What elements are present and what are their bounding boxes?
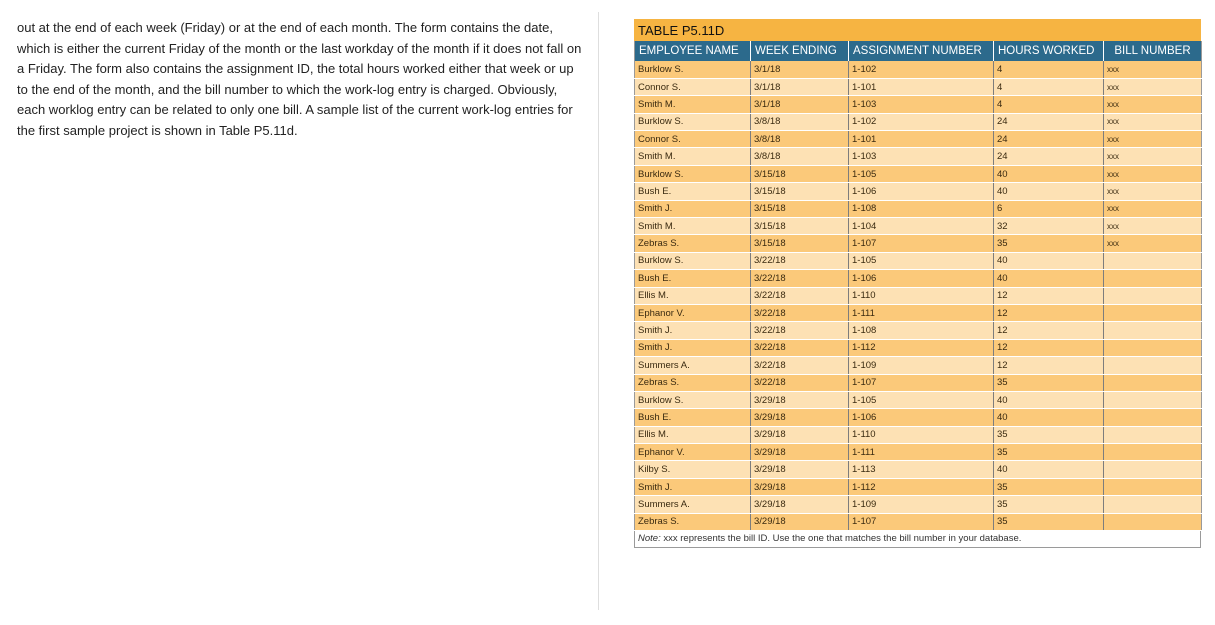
cell-hours-worked: 40 bbox=[994, 183, 1104, 200]
cell-hours-worked: 24 bbox=[994, 131, 1104, 148]
cell-hours-worked: 35 bbox=[994, 426, 1104, 443]
cell-employee-name: Burklow S. bbox=[635, 391, 751, 408]
cell-assignment-number: 1-108 bbox=[849, 322, 994, 339]
table-title: TABLE P5.11D bbox=[634, 19, 1201, 41]
cell-employee-name: Smith J. bbox=[635, 322, 751, 339]
header-bill-number: BILL NUMBER bbox=[1104, 41, 1202, 61]
table-row bbox=[635, 391, 1202, 408]
cell-bill-number: xxx bbox=[1104, 200, 1202, 217]
table-note bbox=[634, 531, 1201, 548]
cell-bill-number: xxx bbox=[1104, 61, 1202, 78]
table-row bbox=[635, 113, 1202, 130]
cell-employee-name: Burklow S. bbox=[635, 165, 751, 182]
cell-hours-worked: 35 bbox=[994, 496, 1104, 513]
cell-hours-worked: 40 bbox=[994, 165, 1104, 182]
table-row bbox=[635, 426, 1202, 443]
cell-week-ending: 3/15/18 bbox=[751, 165, 849, 182]
cell-week-ending: 3/29/18 bbox=[751, 444, 849, 461]
cell-assignment-number: 1-111 bbox=[849, 444, 994, 461]
cell-assignment-number: 1-106 bbox=[849, 183, 994, 200]
table-row bbox=[635, 61, 1202, 78]
cell-assignment-number: 1-101 bbox=[849, 131, 994, 148]
cell-assignment-number: 1-107 bbox=[849, 235, 994, 252]
table-row bbox=[635, 183, 1202, 200]
cell-employee-name: Bush E. bbox=[635, 270, 751, 287]
cell-assignment-number: 1-109 bbox=[849, 357, 994, 374]
cell-bill-number: xxx bbox=[1104, 113, 1202, 130]
cell-employee-name: Kilby S. bbox=[635, 461, 751, 478]
table-row bbox=[635, 287, 1202, 304]
cell-hours-worked: 40 bbox=[994, 461, 1104, 478]
table-row bbox=[635, 165, 1202, 182]
cell-bill-number bbox=[1104, 496, 1202, 513]
cell-hours-worked: 12 bbox=[994, 339, 1104, 356]
table-row bbox=[635, 148, 1202, 165]
page-divider bbox=[598, 12, 599, 610]
cell-hours-worked: 24 bbox=[994, 148, 1104, 165]
cell-hours-worked: 40 bbox=[994, 391, 1104, 408]
cell-assignment-number: 1-105 bbox=[849, 391, 994, 408]
cell-week-ending: 3/22/18 bbox=[751, 374, 849, 391]
cell-hours-worked: 24 bbox=[994, 113, 1104, 130]
header-hours-worked: HOURS WORKED bbox=[994, 41, 1104, 61]
cell-bill-number: xxx bbox=[1104, 96, 1202, 113]
cell-bill-number: xxx bbox=[1104, 183, 1202, 200]
table-p5-11d bbox=[634, 19, 1201, 548]
cell-assignment-number: 1-110 bbox=[849, 287, 994, 304]
cell-bill-number bbox=[1104, 339, 1202, 356]
cell-hours-worked: 12 bbox=[994, 304, 1104, 321]
cell-employee-name: Smith M. bbox=[635, 148, 751, 165]
table-row bbox=[635, 252, 1202, 269]
cell-bill-number bbox=[1104, 304, 1202, 321]
cell-employee-name: Connor S. bbox=[635, 78, 751, 95]
cell-employee-name: Bush E. bbox=[635, 183, 751, 200]
cell-bill-number bbox=[1104, 357, 1202, 374]
table-row bbox=[635, 200, 1202, 217]
cell-assignment-number: 1-110 bbox=[849, 426, 994, 443]
cell-week-ending: 3/22/18 bbox=[751, 287, 849, 304]
cell-bill-number bbox=[1104, 391, 1202, 408]
cell-assignment-number: 1-102 bbox=[849, 113, 994, 130]
table-row bbox=[635, 218, 1202, 235]
table-row bbox=[635, 322, 1202, 339]
cell-week-ending: 3/22/18 bbox=[751, 252, 849, 269]
cell-hours-worked: 4 bbox=[994, 61, 1104, 78]
cell-assignment-number: 1-107 bbox=[849, 513, 994, 530]
cell-hours-worked: 6 bbox=[994, 200, 1104, 217]
cell-bill-number: xxx bbox=[1104, 131, 1202, 148]
cell-hours-worked: 32 bbox=[994, 218, 1104, 235]
cell-assignment-number: 1-112 bbox=[849, 478, 994, 495]
cell-employee-name: Zebras S. bbox=[635, 235, 751, 252]
cell-week-ending: 3/15/18 bbox=[751, 200, 849, 217]
cell-assignment-number: 1-104 bbox=[849, 218, 994, 235]
cell-bill-number bbox=[1104, 426, 1202, 443]
table-row bbox=[635, 339, 1202, 356]
cell-bill-number bbox=[1104, 374, 1202, 391]
cell-hours-worked: 35 bbox=[994, 513, 1104, 530]
cell-assignment-number: 1-101 bbox=[849, 78, 994, 95]
header-assignment-number: ASSIGNMENT NUMBER bbox=[849, 41, 994, 61]
cell-bill-number: xxx bbox=[1104, 78, 1202, 95]
cell-bill-number: xxx bbox=[1104, 165, 1202, 182]
cell-week-ending: 3/22/18 bbox=[751, 357, 849, 374]
cell-employee-name: Zebras S. bbox=[635, 513, 751, 530]
cell-bill-number bbox=[1104, 513, 1202, 530]
table-row bbox=[635, 496, 1202, 513]
worklog-table bbox=[634, 41, 1202, 531]
cell-hours-worked: 4 bbox=[994, 96, 1104, 113]
cell-employee-name: Bush E. bbox=[635, 409, 751, 426]
cell-assignment-number: 1-103 bbox=[849, 96, 994, 113]
cell-assignment-number: 1-106 bbox=[849, 409, 994, 426]
cell-employee-name: Smith J. bbox=[635, 339, 751, 356]
cell-week-ending: 3/29/18 bbox=[751, 426, 849, 443]
table-row bbox=[635, 478, 1202, 495]
table-row bbox=[635, 235, 1202, 252]
cell-week-ending: 3/22/18 bbox=[751, 270, 849, 287]
cell-employee-name: Ellis M. bbox=[635, 287, 751, 304]
cell-week-ending: 3/29/18 bbox=[751, 391, 849, 408]
cell-week-ending: 3/29/18 bbox=[751, 409, 849, 426]
cell-week-ending: 3/15/18 bbox=[751, 183, 849, 200]
cell-assignment-number: 1-112 bbox=[849, 339, 994, 356]
cell-bill-number bbox=[1104, 252, 1202, 269]
table-row bbox=[635, 270, 1202, 287]
cell-bill-number bbox=[1104, 287, 1202, 304]
cell-hours-worked: 40 bbox=[994, 252, 1104, 269]
table-row bbox=[635, 461, 1202, 478]
cell-week-ending: 3/22/18 bbox=[751, 322, 849, 339]
cell-assignment-number: 1-107 bbox=[849, 374, 994, 391]
table-row bbox=[635, 357, 1202, 374]
cell-week-ending: 3/29/18 bbox=[751, 513, 849, 530]
cell-employee-name: Zebras S. bbox=[635, 374, 751, 391]
cell-hours-worked: 35 bbox=[994, 478, 1104, 495]
cell-hours-worked: 4 bbox=[994, 78, 1104, 95]
cell-assignment-number: 1-103 bbox=[849, 148, 994, 165]
cell-bill-number bbox=[1104, 409, 1202, 426]
cell-bill-number: xxx bbox=[1104, 235, 1202, 252]
cell-assignment-number: 1-109 bbox=[849, 496, 994, 513]
table-row bbox=[635, 131, 1202, 148]
cell-employee-name: Burklow S. bbox=[635, 113, 751, 130]
cell-assignment-number: 1-108 bbox=[849, 200, 994, 217]
cell-week-ending: 3/22/18 bbox=[751, 339, 849, 356]
cell-week-ending: 3/15/18 bbox=[751, 235, 849, 252]
cell-employee-name: Summers A. bbox=[635, 496, 751, 513]
cell-week-ending: 3/1/18 bbox=[751, 61, 849, 78]
header-employee-name: EMPLOYEE NAME bbox=[635, 41, 751, 61]
cell-hours-worked: 35 bbox=[994, 374, 1104, 391]
cell-employee-name: Smith J. bbox=[635, 478, 751, 495]
cell-week-ending: 3/29/18 bbox=[751, 461, 849, 478]
cell-week-ending: 3/1/18 bbox=[751, 78, 849, 95]
cell-employee-name: Smith M. bbox=[635, 218, 751, 235]
cell-employee-name: Burklow S. bbox=[635, 252, 751, 269]
cell-week-ending: 3/29/18 bbox=[751, 496, 849, 513]
table-header-row bbox=[635, 41, 1202, 61]
table-row bbox=[635, 96, 1202, 113]
body-paragraph: out at the end of each week (Friday) or at the end of each month. The form contains the date, which is either the current Friday of the month or the last workday of the month if it does not fall on a Friday. The form also contains the assignment ID, the total hours worked either that week or up to the end of the month, and the bill number to which the work-log entry is charged. Obviously, each worklog entry can be related to only one bill. A sample list of the current work-log entries for the first sample project is shown in Table P5.11d. bbox=[17, 20, 582, 138]
cell-bill-number: xxx bbox=[1104, 148, 1202, 165]
cell-week-ending: 3/29/18 bbox=[751, 478, 849, 495]
table-row bbox=[635, 78, 1202, 95]
cell-hours-worked: 12 bbox=[994, 322, 1104, 339]
cell-hours-worked: 12 bbox=[994, 357, 1104, 374]
note-label: Note: bbox=[638, 533, 661, 545]
cell-assignment-number: 1-106 bbox=[849, 270, 994, 287]
cell-employee-name: Ellis M. bbox=[635, 426, 751, 443]
cell-hours-worked: 40 bbox=[994, 270, 1104, 287]
cell-bill-number bbox=[1104, 478, 1202, 495]
cell-week-ending: 3/8/18 bbox=[751, 131, 849, 148]
table-row bbox=[635, 444, 1202, 461]
cell-employee-name: Summers A. bbox=[635, 357, 751, 374]
table-row bbox=[635, 513, 1202, 530]
cell-employee-name: Ephanor V. bbox=[635, 444, 751, 461]
cell-assignment-number: 1-105 bbox=[849, 252, 994, 269]
cell-employee-name: Smith J. bbox=[635, 200, 751, 217]
cell-week-ending: 3/8/18 bbox=[751, 148, 849, 165]
cell-hours-worked: 12 bbox=[994, 287, 1104, 304]
note-text: xxx represents the bill ID. Use the one that matches the bill number in your database. bbox=[663, 533, 1022, 545]
table-row bbox=[635, 409, 1202, 426]
cell-week-ending: 3/8/18 bbox=[751, 113, 849, 130]
cell-bill-number bbox=[1104, 270, 1202, 287]
cell-hours-worked: 35 bbox=[994, 235, 1104, 252]
cell-bill-number bbox=[1104, 322, 1202, 339]
cell-employee-name: Ephanor V. bbox=[635, 304, 751, 321]
cell-assignment-number: 1-102 bbox=[849, 61, 994, 78]
header-week-ending: WEEK ENDING bbox=[751, 41, 849, 61]
cell-employee-name: Connor S. bbox=[635, 131, 751, 148]
cell-bill-number bbox=[1104, 461, 1202, 478]
cell-week-ending: 3/15/18 bbox=[751, 218, 849, 235]
cell-hours-worked: 35 bbox=[994, 444, 1104, 461]
cell-week-ending: 3/1/18 bbox=[751, 96, 849, 113]
cell-assignment-number: 1-105 bbox=[849, 165, 994, 182]
cell-hours-worked: 40 bbox=[994, 409, 1104, 426]
cell-week-ending: 3/22/18 bbox=[751, 304, 849, 321]
cell-bill-number bbox=[1104, 444, 1202, 461]
cell-employee-name: Smith M. bbox=[635, 96, 751, 113]
cell-assignment-number: 1-111 bbox=[849, 304, 994, 321]
cell-assignment-number: 1-113 bbox=[849, 461, 994, 478]
table-row bbox=[635, 304, 1202, 321]
cell-bill-number: xxx bbox=[1104, 218, 1202, 235]
cell-employee-name: Burklow S. bbox=[635, 61, 751, 78]
table-row bbox=[635, 374, 1202, 391]
